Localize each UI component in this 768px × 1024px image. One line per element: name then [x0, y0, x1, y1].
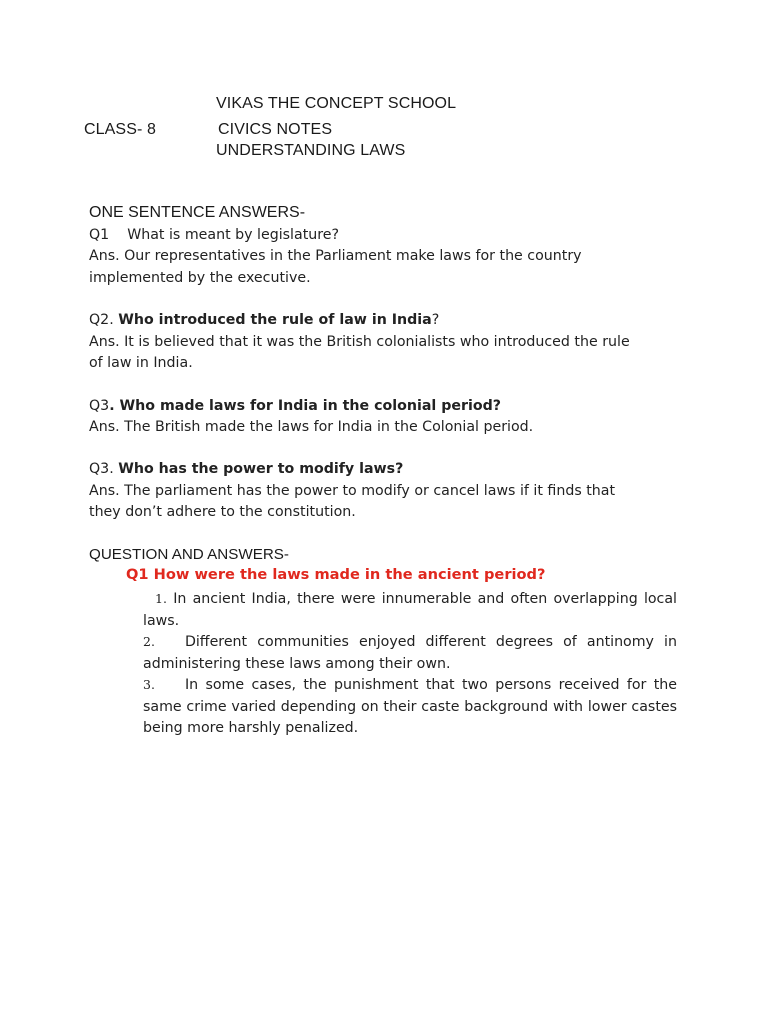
question-3: [89, 396, 689, 418]
answer-4-line-1: Ans. The parliament has the power to modify or cancel laws if it finds that: [89, 483, 616, 499]
answer-3: Ans. The British made the laws for India in the Colonial period.: [89, 419, 534, 435]
list-number: 1.: [155, 591, 167, 606]
question-text: . Who made laws for India in the colonial period?: [109, 398, 501, 414]
question-text: Who introduced the rule of law in India: [118, 312, 432, 328]
one-sentence-heading: ONE SENTENCE ANSWERS-: [89, 204, 306, 221]
list-text: Different communities enjoyed different degrees of antinomy in administering these laws among their own.: [143, 634, 677, 672]
list-text: In ancient India, there were innumerable and often overlapping local laws.: [143, 591, 677, 629]
question-1: [89, 225, 689, 247]
question-text: What is meant by legislature?: [127, 227, 340, 243]
qa-question: Q1 How were the laws made in the ancient period?: [126, 566, 546, 583]
chapter-title: UNDERSTANDING LAWS: [216, 142, 406, 159]
question-text: Who has the power to modify laws?: [118, 461, 404, 477]
question-number: Q3: [89, 398, 110, 414]
question-2: [89, 310, 689, 332]
list-item: [143, 588, 677, 632]
question-number: Q2.: [89, 312, 119, 328]
list-text: In some cases, the punishment that two persons received for the same crime varied depending on their caste background with lower castes being more harshly penalized.: [143, 677, 677, 736]
question-tail: ?: [431, 312, 440, 328]
question-number: Q3.: [89, 461, 119, 477]
class-label: CLASS- 8: [84, 121, 156, 138]
subject-label: CIVICS NOTES: [218, 121, 333, 138]
question-number: Q1: [89, 227, 110, 243]
answer-4-line-2: they don’t adhere to the constitution.: [89, 504, 356, 520]
qa-heading: QUESTION AND ANSWERS-: [89, 546, 289, 563]
answer-1-line-2: implemented by the executive.: [89, 270, 311, 286]
question-4: [89, 459, 689, 481]
answer-1-line-1: Ans. Our representatives in the Parliament make laws for the country: [89, 248, 582, 264]
list-number: 3.: [143, 677, 155, 692]
list-item: [143, 674, 677, 740]
answer-2-line-1: Ans. It is believed that it was the British colonialists who introduced the rule: [89, 334, 630, 350]
school-name: VIKAS THE CONCEPT SCHOOL: [216, 95, 457, 112]
list-item: [143, 631, 677, 675]
answer-2-line-2: of law in India.: [89, 355, 193, 371]
list-number: 2.: [143, 634, 155, 649]
